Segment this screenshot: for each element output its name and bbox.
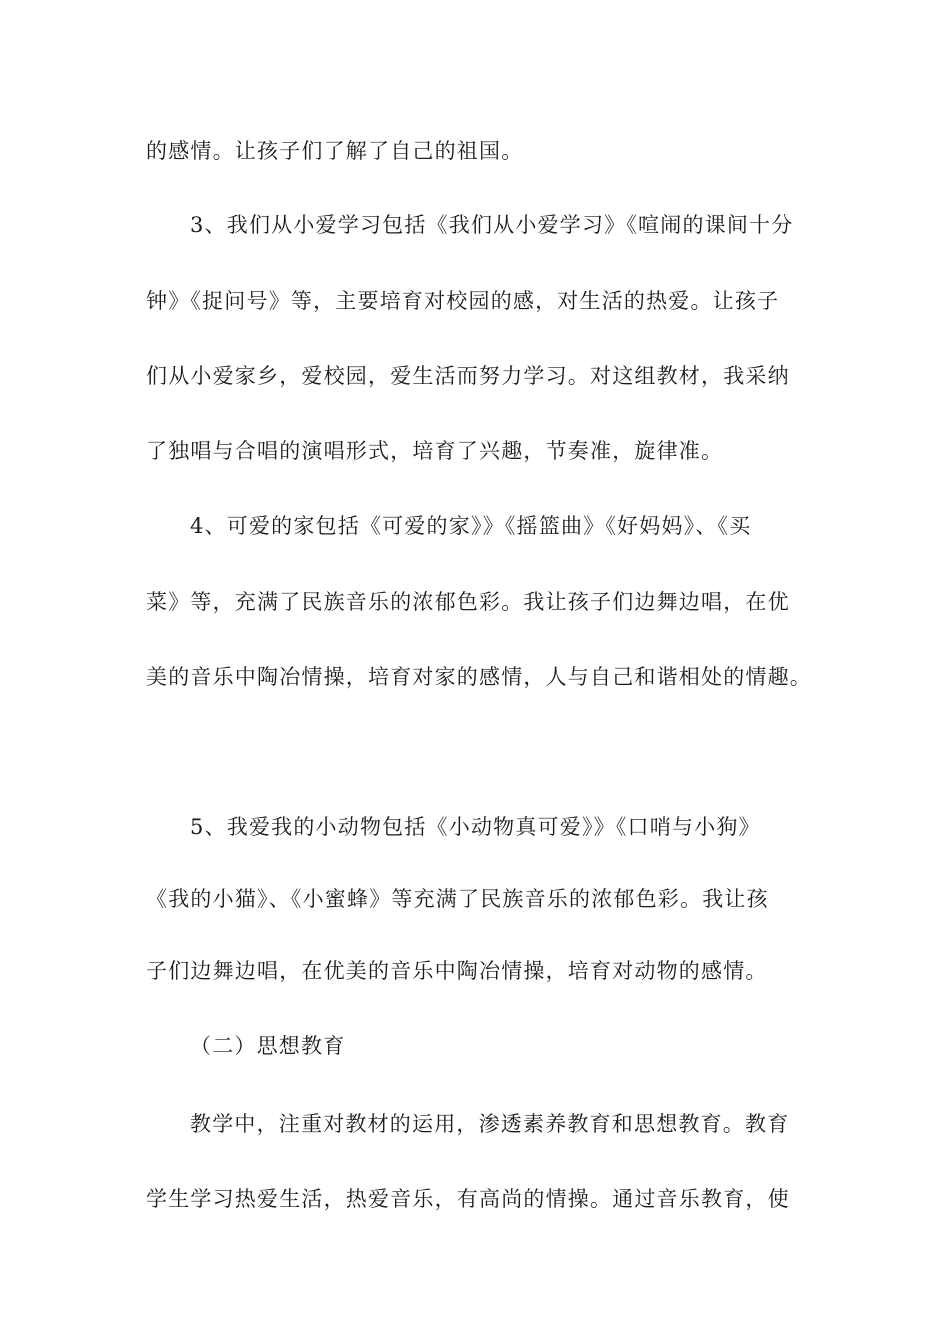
section-heading: （二）思想教育 [190, 1034, 346, 1058]
paragraph-line: 4、可爱的家包括《可爱的家》》《摇篮曲》《好妈妈》、《买 [190, 514, 752, 538]
paragraph-line: 子们边舞边唱，在优美的音乐中陶冶情操，培育对动物的感情。 [146, 959, 768, 983]
paragraph-line: 学生学习热爱生活，热爱音乐，有高尚的情操。通过音乐教育，使 [146, 1187, 790, 1211]
paragraph-line: 美的音乐中陶冶情操，培育对家的感情，人与自己和谐相处的情趣。 [146, 665, 812, 689]
paragraph-line: 教学中，注重对教材的运用，渗透素养教育和思想教育。教育 [190, 1112, 790, 1136]
paragraph-line: 钟》《捉问号》等，主要培育对校园的感，对生活的热爱。让孩子 [146, 289, 780, 313]
paragraph-line: 菜》等，充满了民族音乐的浓郁色彩。我让孩子们边舞边唱，在优 [146, 590, 790, 614]
paragraph-line: 了独唱与合唱的演唱形式，培育了兴趣，节奏准，旋律准。 [146, 439, 724, 463]
paragraph-line: 5、我爱我的小动物包括《小动物真可爱》》《口哨与小狗》 [190, 815, 761, 839]
paragraph-line: 的感情。让孩子们了解了自己的祖国。 [146, 139, 524, 163]
paragraph-line: 们从小爱家乡，爱校园，爱生活而努力学习。对这组教材，我采纳 [146, 364, 790, 388]
paragraph-line: 《我的小猫》、《小蜜蜂》等充满了民族音乐的浓郁色彩。我让孩 [146, 887, 769, 911]
paragraph-line: 3、我们从小爱学习包括《我们从小爱学习》《喧闹的课间十分 [190, 213, 794, 237]
